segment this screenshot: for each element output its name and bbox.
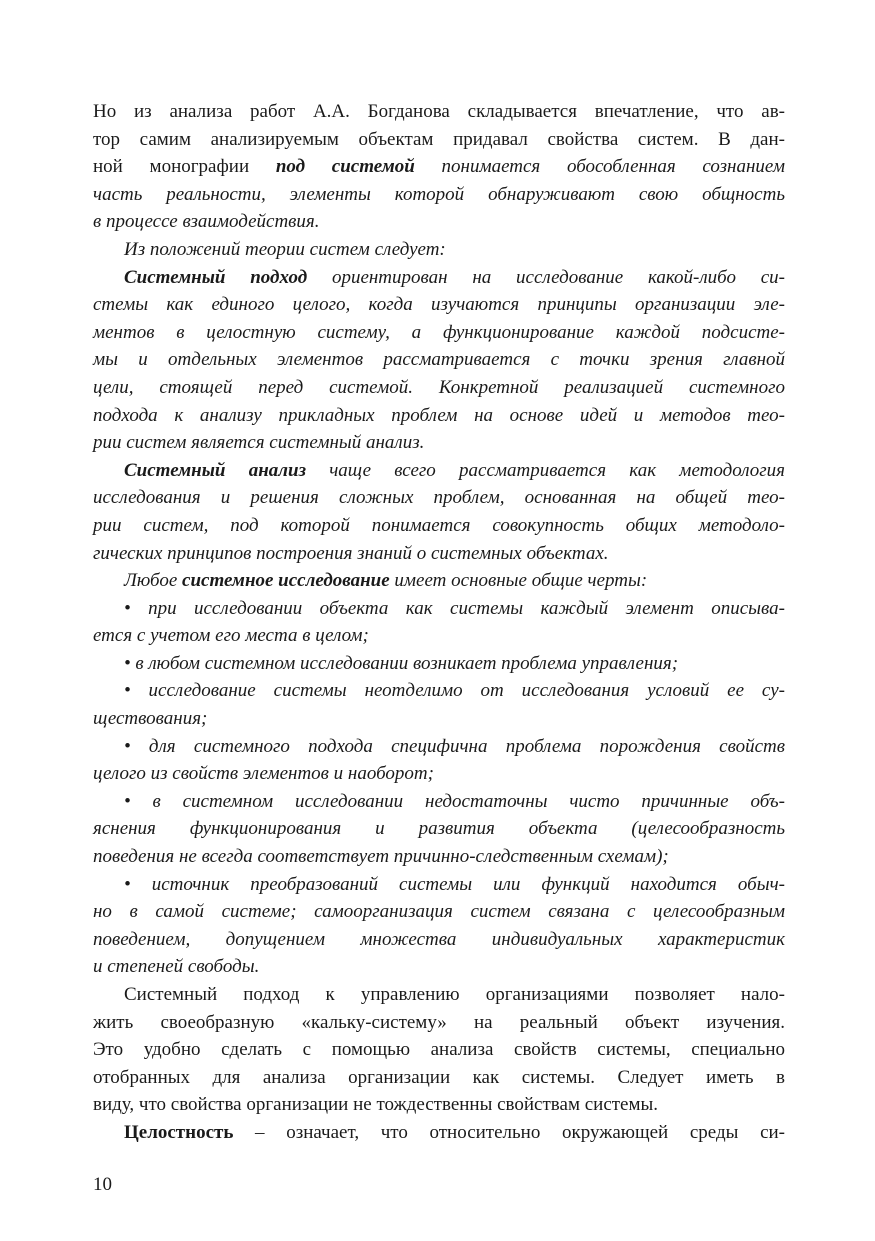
text-line [93,540,785,568]
text-segment: • для системного подхода специфична проблема порождения свойств [124,735,785,757]
text-segment: цели, стоящей перед системой. Конкретной реализацией системного [93,376,785,398]
text-segment: жить своеобразную «кальку-систему» на реальный объект изучения. [93,1011,785,1033]
text-segment: поведения не всегда соответствует причинно-следственным схемам); [93,846,669,868]
text-line [93,1009,785,1037]
text-line [93,291,785,319]
text-segment: подхода к анализу прикладных проблем на основе идей и методов тео- [93,404,785,426]
text-segment: Из положений теории систем следует: [124,238,446,260]
text-segment: Это удобно сделать с помощью анализа свойств системы, специально [93,1039,785,1061]
text-segment: • источник преобразований системы или функций находится обыч- [124,873,785,895]
text-segment: • исследование системы неотделимо от исследования условий ее су- [124,680,785,702]
text-line [93,429,785,457]
text-segment: ется с учетом его места в целом; [93,625,369,647]
text-segment: гических принципов построения знаний о системных объектах. [93,542,609,564]
text-line [93,677,785,705]
text-line [93,484,785,512]
text-line [93,926,785,954]
text-segment: под системой [275,156,415,178]
text-segment: Системный анализ [124,459,306,481]
text-segment: рии систем является системный анализ. [93,432,425,454]
text-segment: виду, что свойства организации не тождественны свойствам системы. [93,1094,659,1116]
text-line [93,871,785,899]
text-line [93,705,785,733]
text-segment: имеет основные общие черты: [389,570,648,592]
text-segment: исследования и решения сложных проблем, основанная на общей тео- [93,487,785,509]
text-line [93,374,785,402]
text-line [93,622,785,650]
text-segment: яснения функционирования и развития объекта (целесообразность [93,818,785,840]
text-line [93,1091,785,1119]
text-line [93,208,785,236]
text-segment: чаще всего рассматривается как методология [306,459,785,481]
text-segment: системное исследование [182,570,390,592]
text-segment: Системный подход [124,266,308,288]
text-line [93,760,785,788]
text-line [93,815,785,843]
text-segment: часть реальности, элементы которой обнаруживают свою общность [93,183,785,205]
text-segment: • в системном исследовании недостаточны чисто причинные объ- [124,790,785,812]
text-segment: Системный подход к управлению организациями позволяет нало- [124,984,785,1005]
text-line [93,733,785,761]
text-line [93,953,785,981]
text-segment: понимается обособленная сознанием [414,156,785,178]
text-segment: ориентирован на исследование какой-либо си- [307,266,785,288]
text-segment: в процессе взаимодействия. [93,211,320,233]
text-segment: целого из свойств элементов и наоборот; [93,763,434,785]
text-line [93,457,785,485]
text-line [93,843,785,871]
text-segment: ментов в целостную систему, а функционирование каждой подсисте- [93,321,785,343]
text-segment: стемы как единого целого, когда изучаются принципы организации эле- [93,294,785,316]
text-segment: ной монографии [93,156,276,178]
text-line [93,402,785,430]
text-line [93,236,785,264]
text-segment: • в любом системном исследовании возникает проблема управления; [124,652,679,674]
text-segment: и степеней свободы. [93,956,260,978]
text-segment: • при исследовании объекта как системы каждый элемент описыва- [124,597,785,619]
text-segment: но в самой системе; самоорганизация систем связана с целесообразным [93,901,785,923]
text-segment: Целостность [124,1121,234,1143]
text-line [93,264,785,292]
text-segment: тор самим анализируемым объектам придавал свойства систем. В дан- [93,128,785,150]
text-segment: отобранных для анализа организации как системы. Следует иметь в [93,1066,785,1088]
text-line [93,650,785,678]
body-text [93,98,785,1147]
text-segment: Любое [124,570,183,592]
text-segment: мы и отдельных элементов рассматривается с точки зрения главной [93,349,785,371]
text-segment: – означает, что относительно окружающей среды си- [233,1121,785,1143]
text-segment: ществования; [93,708,208,730]
text-line [93,181,785,209]
text-line [93,981,785,1009]
text-line [93,153,785,181]
text-line [93,319,785,347]
text-line [93,595,785,623]
text-line [93,1119,785,1147]
text-line [93,1064,785,1092]
text-line [93,1036,785,1064]
text-line [93,567,785,595]
text-line [93,788,785,816]
text-line [93,98,785,126]
text-segment: Но из анализа работ А.А. Богданова складывается впечатление, что ав- [93,101,785,122]
text-line [93,126,785,154]
text-line [93,512,785,540]
page-number: 10 [93,1174,112,1195]
text-segment: поведением, допущением множества индивидуальных характеристик [93,928,785,950]
text-line [93,346,785,374]
text-line [93,898,785,926]
text-segment: рии систем, под которой понимается совокупность общих методоло- [93,514,785,536]
